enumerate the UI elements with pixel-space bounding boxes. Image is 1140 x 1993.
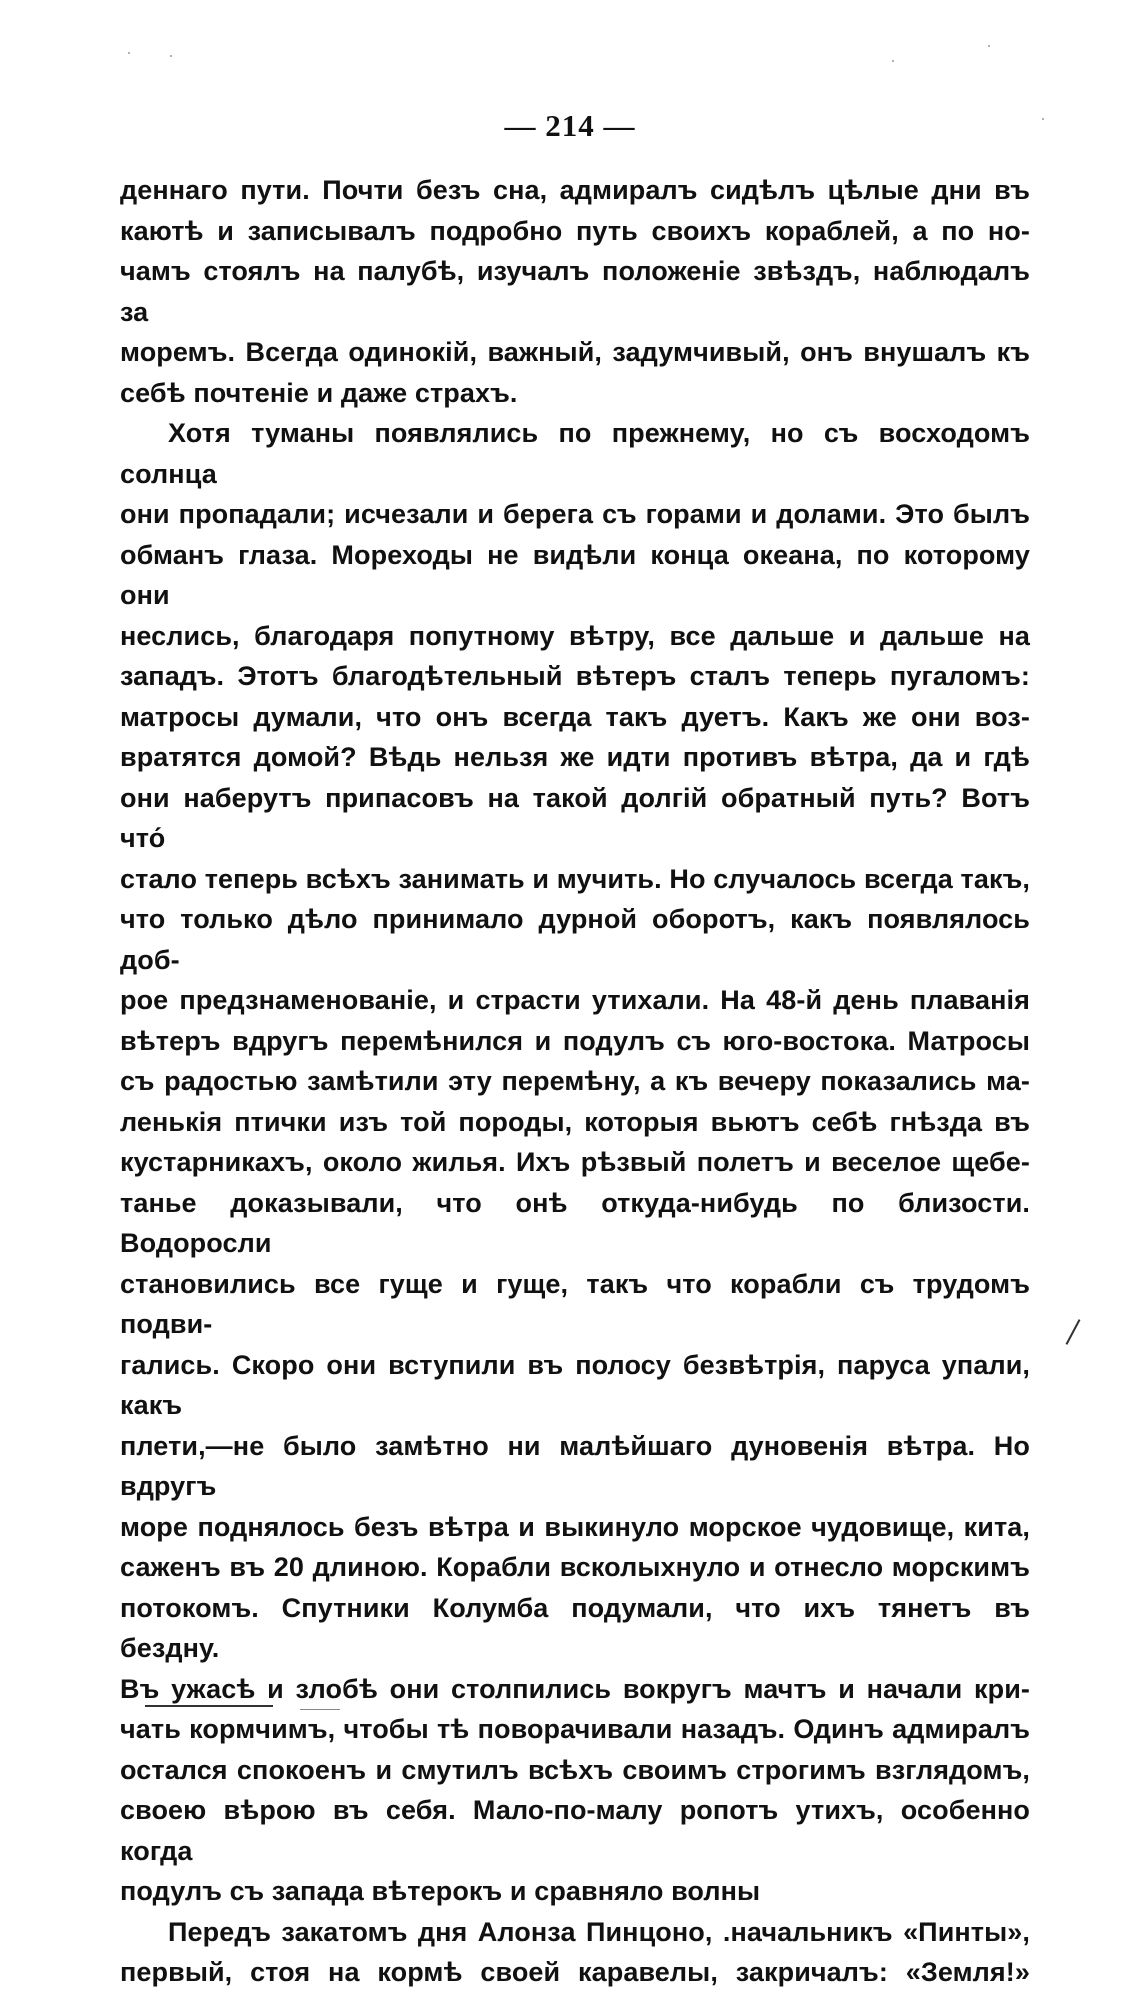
page-number: — 214 — <box>504 108 636 143</box>
text-line: своею вѣрою въ себя. Мало-по-малу ропотъ утихъ, особенно когда <box>120 1795 1030 1866</box>
text-line: рое предзнаменованіе, и страсти утихали. На 48-й день плаванія <box>120 985 1030 1015</box>
text-line: подулъ съ запада вѣтерокъ и сравняло волны <box>120 1876 761 1906</box>
text-line: вѣтеръ вдругъ перемѣнился и подулъ съ юго-востока. Матросы <box>120 1025 1030 1056</box>
text-line: они наберутъ припасовъ на такой долгій обратный путь? Вотъ что́ <box>120 782 1030 853</box>
text-line: Хотя туманы появлялись по прежнему, но съ восходомъ солнца <box>120 418 1030 489</box>
text-line: съ радостью замѣтили эту перемѣну, а къ вечеру показались ма- <box>120 1066 1030 1096</box>
text-line: плети,—не было замѣтно ни малѣйшаго дуновенія вѣтра. Но вдругъ <box>120 1430 1030 1501</box>
text-line: гались. Скоро они вступили въ полосу безвѣтрія, паруса упали, какъ <box>120 1349 1030 1420</box>
paper-speck <box>892 60 894 62</box>
paragraph-2 <box>120 413 1030 1912</box>
text-line: чамъ стоялъ на палубѣ, изучалъ положеніе звѣздъ, наблюдалъ за <box>120 256 1030 327</box>
text-line: матросы думали, что онъ всегда такъ дуетъ. Какъ же они воз- <box>120 701 1030 732</box>
text-line: ленькія птички изъ той породы, которыя вьютъ себѣ гнѣзда въ <box>120 1106 1030 1137</box>
text-line: потокомъ. Спутники Колумба подумали, что ихъ тянетъ въ бездну. <box>120 1592 1030 1663</box>
text-line: вратятся домой? Вѣдь нельзя же идти противъ вѣтра, да и гдѣ <box>120 742 1030 772</box>
text-line: остался спокоенъ и смутилъ всѣхъ своимъ строгимъ взглядомъ, <box>120 1754 1030 1785</box>
text-line: западъ. Этотъ благодѣтельный вѣтеръ сталъ теперь пугаломъ: <box>120 661 1030 691</box>
margin-pencil-mark <box>1066 1319 1081 1345</box>
text-line: кустарникахъ, около жилья. Ихъ рѣзвый полетъ и веселое щебе- <box>120 1147 1030 1177</box>
paper-speck <box>1042 118 1044 120</box>
text-line: они пропадали; исчезали и берега съ горами и долами. Это былъ <box>120 499 1030 529</box>
text-line: танье доказывали, что онѣ откуда-нибудь по близости. Водоросли <box>120 1187 1030 1258</box>
paper-speck <box>128 52 130 54</box>
text-line: Передъ закатомъ дня Алонза Пинцоно, .начальникъ «Пинты», <box>168 1916 1030 1947</box>
text-line: становились все гуще и гуще, такъ что корабли съ трудомъ подви- <box>120 1268 1030 1339</box>
page-body <box>120 170 1030 1993</box>
text-line: обманъ глаза. Мореходы не видѣли конца океана, по которому они <box>120 539 1030 610</box>
text-line: что только дѣло принимало дурной оборотъ, какъ появлялось доб- <box>120 904 1030 975</box>
text-line: неслись, благодаря попутному вѣтру, все дальше и дальше на <box>120 620 1030 651</box>
text-line: моремъ. Всегда одинокій, важный, задумчивый, онъ внушалъ къ <box>120 337 1030 367</box>
bottom-rule-fragment <box>300 1709 340 1710</box>
text-line: себѣ почтеніе и даже страхъ. <box>120 377 518 408</box>
paragraph-3 <box>120 1912 1030 1993</box>
text-line: стало теперь всѣхъ занимать и мучить. Но случалось всегда такъ, <box>120 863 1030 894</box>
text-line: первый, стоя на кормѣ своей каравелы, закричалъ: «Земля!» <box>120 1957 1030 1987</box>
text-line: море поднялось безъ вѣтра и выкинуло морское чудовище, кита, <box>120 1511 1030 1542</box>
text-line: Въ ужасѣ и злобѣ они столпились вокругъ мачтъ и начали кри- <box>120 1673 1030 1704</box>
paper-speck <box>988 45 990 47</box>
bottom-rule <box>145 1705 273 1707</box>
text-line: саженъ въ 20 длиною. Корабли всколыхнуло и отнесло морскимъ <box>120 1552 1030 1582</box>
paragraph-1 <box>120 170 1030 413</box>
text-line: деннаго пути. Почти безъ сна, адмиралъ сидѣлъ цѣлые дни въ <box>120 175 1030 205</box>
paper-speck <box>170 55 172 57</box>
text-line: каютѣ и записывалъ подробно путь своихъ кораблей, а по но- <box>120 215 1030 246</box>
text-line: чать кормчимъ, чтобы тѣ поворачивали назадъ. Одинъ адмиралъ <box>120 1714 1030 1744</box>
